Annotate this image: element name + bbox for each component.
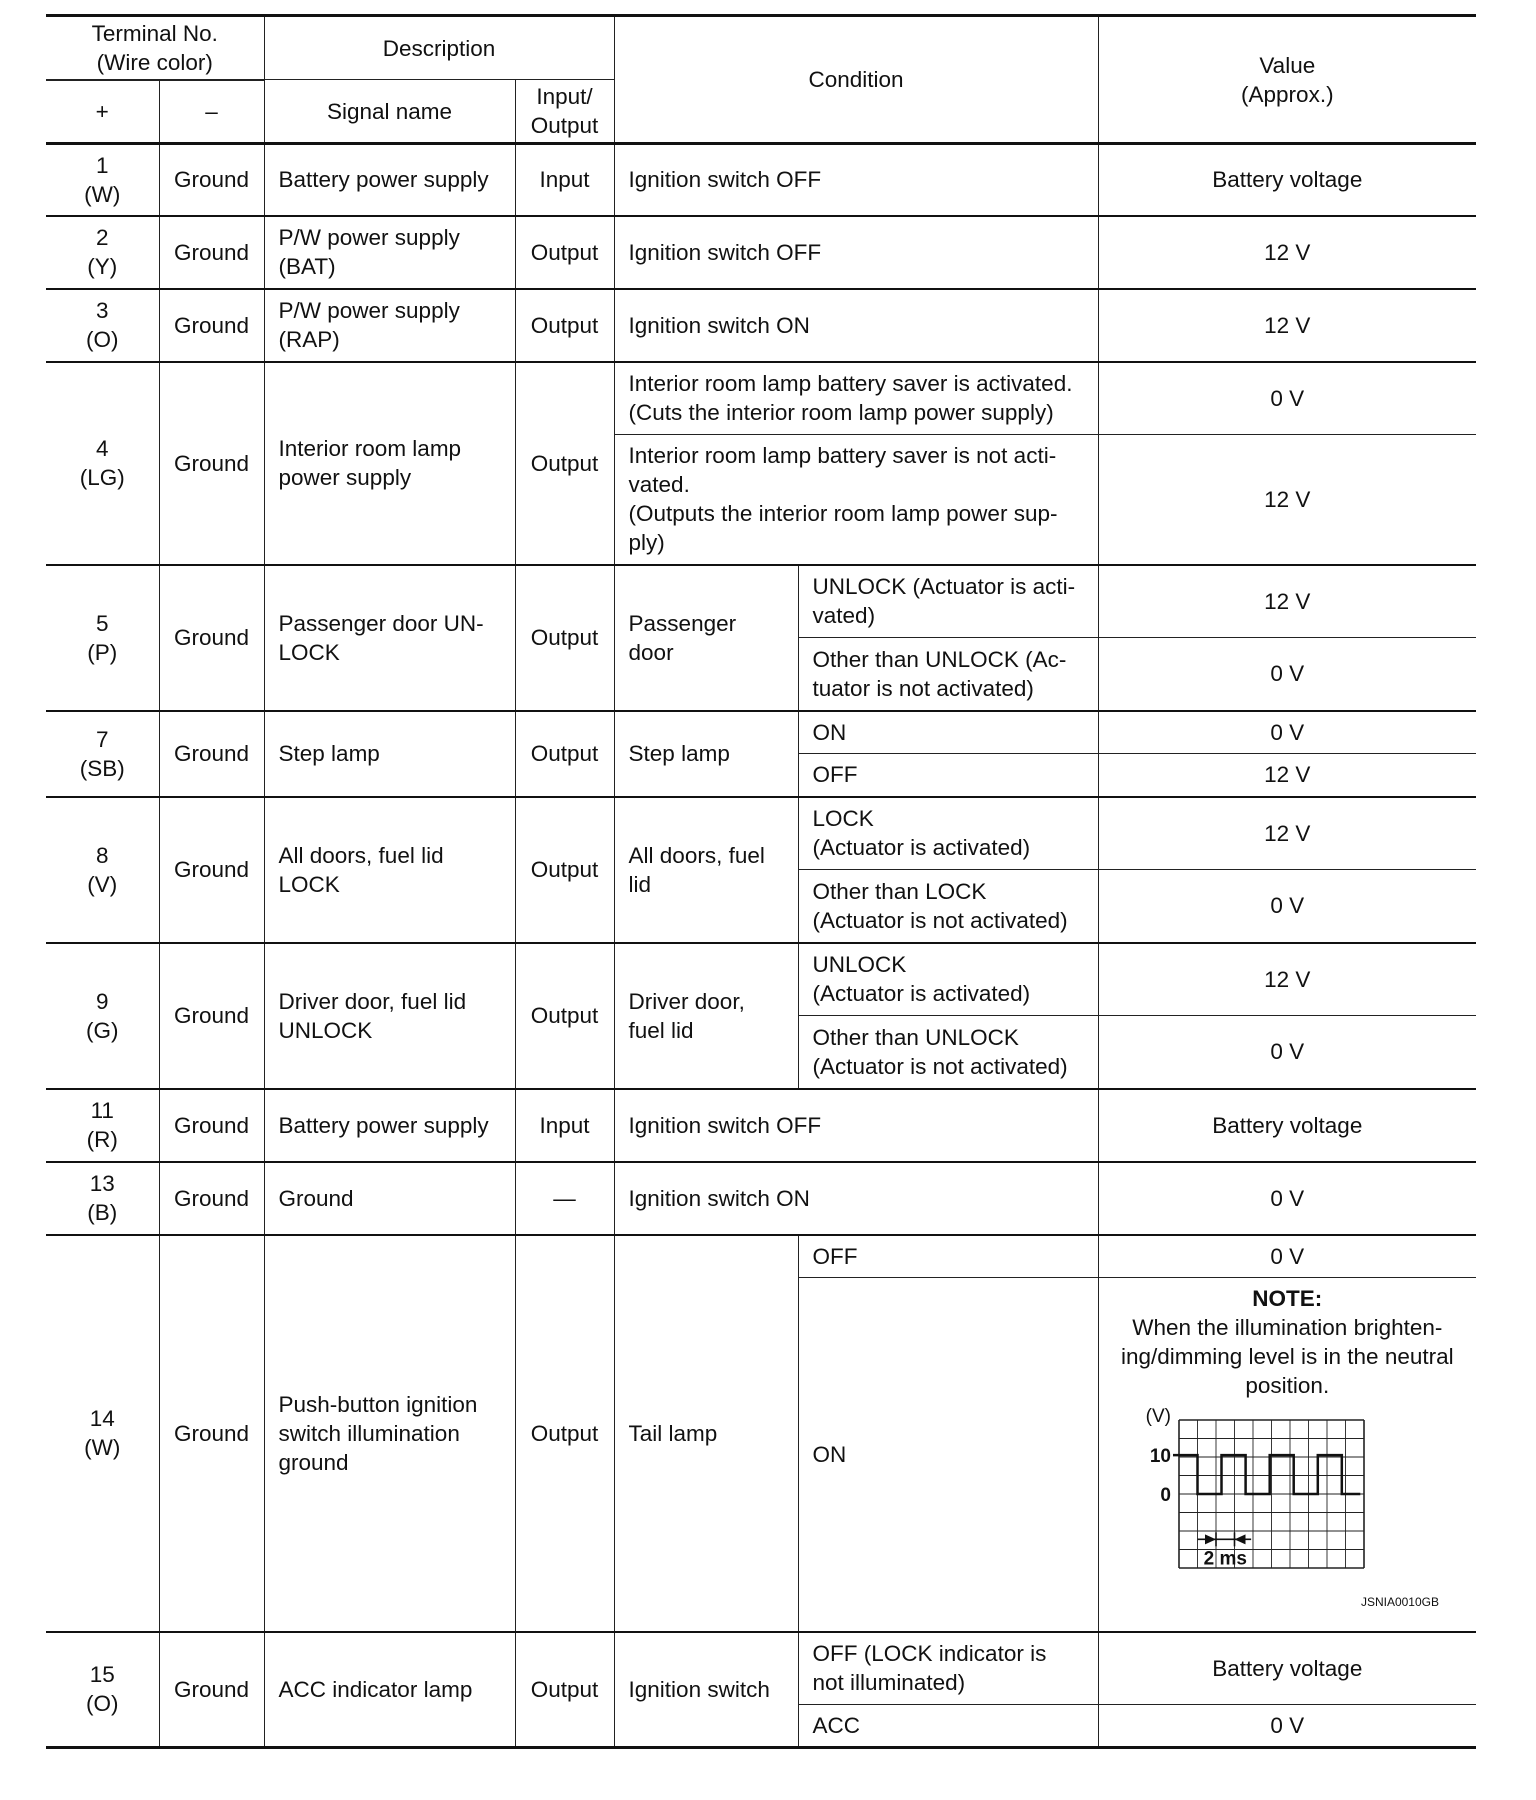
terminal-number: 3 (95, 298, 109, 323)
io-cell: Output (515, 1235, 614, 1632)
condition-text: lid (628, 871, 652, 897)
ground-cell: Ground (159, 1162, 264, 1235)
signal-name: (BAT) (278, 254, 336, 279)
condition-text: Interior room lamp battery saver is not acti- (628, 443, 1057, 469)
condition-text: Passenger (628, 610, 737, 636)
ground-cell: Ground (159, 216, 264, 289)
condition-text: (Outputs the interior room lamp power sup- (628, 501, 1058, 527)
io-cell: Output (515, 1632, 614, 1748)
table-row (46, 1235, 1476, 1278)
terminal-number: 4 (95, 436, 109, 461)
value-cell: 12 V (1098, 565, 1476, 638)
io-cell: Output (515, 797, 614, 943)
value-header (1098, 16, 1476, 144)
waveform-figure (1103, 1400, 1473, 1620)
signal-name-header: Signal name (264, 80, 515, 144)
condition-text: Interior room lamp battery saver is activated. (628, 371, 1073, 397)
terminal-number: 8 (95, 842, 109, 868)
io-header-line1: Input/ (536, 84, 593, 109)
sub-condition: LOCK (812, 806, 874, 832)
value-cell: 0 V (1098, 362, 1476, 435)
signal-name: (RAP) (278, 327, 340, 352)
waveform-time-label: 2 ms (1203, 1548, 1247, 1570)
signal-name: Battery power supply (264, 144, 515, 216)
wire-color: (W) (84, 181, 121, 207)
sub-condition: (Actuator is activated) (812, 835, 1031, 861)
note-text: When the illumination brighten- (1132, 1315, 1443, 1340)
wire-color: (Y) (87, 254, 118, 279)
value-approx-label: (Approx.) (1241, 81, 1334, 107)
sub-condition: (Actuator is not activated) (812, 1053, 1068, 1079)
value-cell: 0 V (1098, 1235, 1476, 1278)
table-row (46, 943, 1476, 1016)
sub-condition: (Actuator is not activated) (812, 907, 1068, 933)
waveform-y-tick-0: 0 (1159, 1485, 1171, 1506)
condition-cell: Ignition switch ON (614, 1162, 1098, 1235)
io-cell: Output (515, 289, 614, 362)
time-scale-arrow-mark (1205, 1534, 1216, 1544)
note-text: position. (1245, 1373, 1330, 1398)
ground-cell: Ground (159, 1235, 264, 1632)
waveform-chart (1103, 1400, 1453, 1620)
figure-code: JSNIA0010GB (1360, 1595, 1439, 1609)
signal-name: UNLOCK (278, 1017, 373, 1043)
value-cell: Battery voltage (1098, 144, 1476, 216)
note-text: ing/dimming level is in the neutral (1120, 1344, 1454, 1369)
terminal-number: 2 (95, 225, 109, 250)
terminal-number: 5 (95, 610, 109, 636)
ground-cell: Ground (159, 943, 264, 1089)
wire-color: (O) (86, 1691, 119, 1717)
table-row (46, 216, 1476, 289)
condition-cell: Ignition switch OFF (614, 216, 1098, 289)
terminal-number: 7 (95, 726, 109, 752)
sub-condition: OFF (798, 754, 1098, 797)
ground-cell: Ground (159, 565, 264, 711)
value-cell: 0 V (1098, 1016, 1476, 1089)
io-header-line2: Output (530, 113, 599, 138)
condition-cell: Ignition switch OFF (614, 1089, 1098, 1162)
table-row (46, 289, 1476, 362)
ground-cell: Ground (159, 711, 264, 797)
sub-condition: OFF (LOCK indicator is (812, 1641, 1047, 1667)
ground-cell: Ground (159, 797, 264, 943)
io-cell: Input (515, 144, 614, 216)
table-row (46, 1089, 1476, 1162)
ground-cell: Ground (159, 289, 264, 362)
value-cell: Battery voltage (1098, 1089, 1476, 1162)
sub-condition: Other than LOCK (812, 878, 987, 904)
time-scale-arrow (1197, 1532, 1251, 1546)
condition-cell: Ignition switch ON (614, 289, 1098, 362)
minus-header: – (159, 81, 264, 144)
wire-color: (G) (86, 1017, 119, 1043)
terminal-header-label: Terminal No. (91, 21, 218, 46)
io-cell: — (515, 1162, 614, 1235)
signal-name: Push-button ignition (278, 1391, 478, 1417)
io-cell: Output (515, 216, 614, 289)
table-row (46, 565, 1476, 638)
condition-text: Ignition switch (614, 1632, 798, 1748)
terminal-number: 1 (95, 152, 109, 178)
connector-terminal-table-page (46, 14, 1476, 1749)
signal-name: power supply (278, 465, 412, 490)
description-header: Description (264, 16, 614, 80)
value-cell: 0 V (1098, 1162, 1476, 1235)
waveform-y-unit: (V) (1145, 1406, 1171, 1427)
condition-header: Condition (614, 16, 1098, 144)
condition-text: Tail lamp (614, 1235, 798, 1632)
condition-text: fuel lid (628, 1017, 694, 1043)
table-row (46, 1632, 1476, 1705)
signal-name: P/W power supply (278, 298, 460, 323)
io-cell: Output (515, 565, 614, 711)
wire-color: (W) (84, 1435, 121, 1460)
terminal-number: 11 (90, 1098, 114, 1123)
signal-name: LOCK (278, 639, 340, 665)
wire-color: (V) (87, 871, 118, 897)
condition-text: Step lamp (614, 711, 798, 797)
sub-condition: UNLOCK (Actuator is acti- (812, 574, 1076, 600)
signal-name: P/W power supply (278, 225, 460, 250)
value-cell: 0 V (1098, 1705, 1476, 1748)
value-cell: 0 V (1098, 870, 1476, 943)
terminal-number: 13 (89, 1171, 115, 1196)
value-cell: 12 V (1098, 216, 1476, 289)
ground-cell: Ground (159, 144, 264, 216)
sub-condition: vated) (812, 603, 876, 629)
io-header (515, 80, 614, 144)
sub-condition: not illuminated) (812, 1670, 966, 1696)
table-row (46, 711, 1476, 754)
sub-condition: (Actuator is activated) (812, 981, 1031, 1007)
value-cell: 12 V (1098, 754, 1476, 797)
wire-color: (SB) (79, 755, 125, 781)
time-scale-arrow-mark (1234, 1534, 1245, 1544)
signal-name: LOCK (278, 871, 340, 897)
plus-header: + (46, 81, 159, 144)
terminal-number: 14 (89, 1406, 115, 1431)
value-cell: Battery voltage (1098, 1632, 1476, 1705)
io-cell: Output (515, 711, 614, 797)
value-cell: 0 V (1098, 638, 1476, 711)
condition-text: door (628, 639, 674, 665)
sub-condition: UNLOCK (812, 952, 907, 978)
value-cell: 12 V (1098, 435, 1476, 565)
value-cell: 12 V (1098, 943, 1476, 1016)
note-cell (1098, 1278, 1476, 1632)
waveform-y-tick-10: 10 (1149, 1446, 1171, 1468)
condition-text: Driver door, (628, 988, 745, 1014)
value-header-label: Value (1259, 52, 1316, 78)
condition-cell: Ignition switch OFF (614, 144, 1098, 216)
table-row (46, 362, 1476, 435)
waveform-series-line (1173, 1455, 1360, 1494)
sub-condition: ON (798, 711, 1098, 754)
signal-name: Interior room lamp (278, 436, 462, 461)
table-row (46, 797, 1476, 870)
sub-condition: ACC (798, 1705, 1098, 1748)
wire-color: (B) (87, 1200, 118, 1225)
sub-condition: OFF (798, 1235, 1098, 1278)
ground-cell: Ground (159, 362, 264, 565)
signal-name: Ground (264, 1162, 515, 1235)
signal-name: Driver door, fuel lid (278, 988, 467, 1014)
io-cell: Input (515, 1089, 614, 1162)
value-cell: 12 V (1098, 797, 1476, 870)
signal-name: Passenger door UN- (278, 610, 484, 636)
ground-cell: Ground (159, 1089, 264, 1162)
condition-text: (Cuts the interior room lamp power supply) (628, 400, 1054, 426)
signal-name: switch illumination (278, 1420, 460, 1446)
terminal-number: 9 (95, 988, 109, 1014)
condition-text: ply) (628, 530, 665, 556)
ground-cell: Ground (159, 1632, 264, 1748)
terminal-table (46, 14, 1476, 1749)
note-title: NOTE: (1252, 1286, 1323, 1311)
io-cell: Output (515, 362, 614, 565)
wire-color: (LG) (79, 465, 125, 490)
condition-text: vated. (628, 472, 690, 498)
sub-condition: ON (798, 1278, 1098, 1632)
sub-condition: Other than UNLOCK (812, 1024, 1019, 1050)
table-row (46, 144, 1476, 216)
value-cell: 12 V (1098, 289, 1476, 362)
wire-color-header-label: (Wire color) (96, 50, 213, 75)
terminal-header (46, 16, 264, 80)
signal-name: ground (278, 1449, 349, 1475)
sub-condition: tuator is not activated) (812, 675, 1034, 701)
wire-color: (R) (86, 1127, 118, 1152)
sub-condition: Other than UNLOCK (Ac- (812, 646, 1067, 672)
value-cell: 0 V (1098, 711, 1476, 754)
wire-color: (P) (87, 639, 118, 665)
wire-color: (O) (86, 327, 119, 352)
signal-name: All doors, fuel lid (278, 842, 444, 868)
condition-text: All doors, fuel (628, 842, 765, 868)
table-row (46, 1162, 1476, 1235)
signal-name: ACC indicator lamp (264, 1632, 515, 1748)
signal-name: Battery power supply (264, 1089, 515, 1162)
io-cell: Output (515, 943, 614, 1089)
terminal-number: 15 (89, 1662, 115, 1688)
signal-name: Step lamp (264, 711, 515, 797)
